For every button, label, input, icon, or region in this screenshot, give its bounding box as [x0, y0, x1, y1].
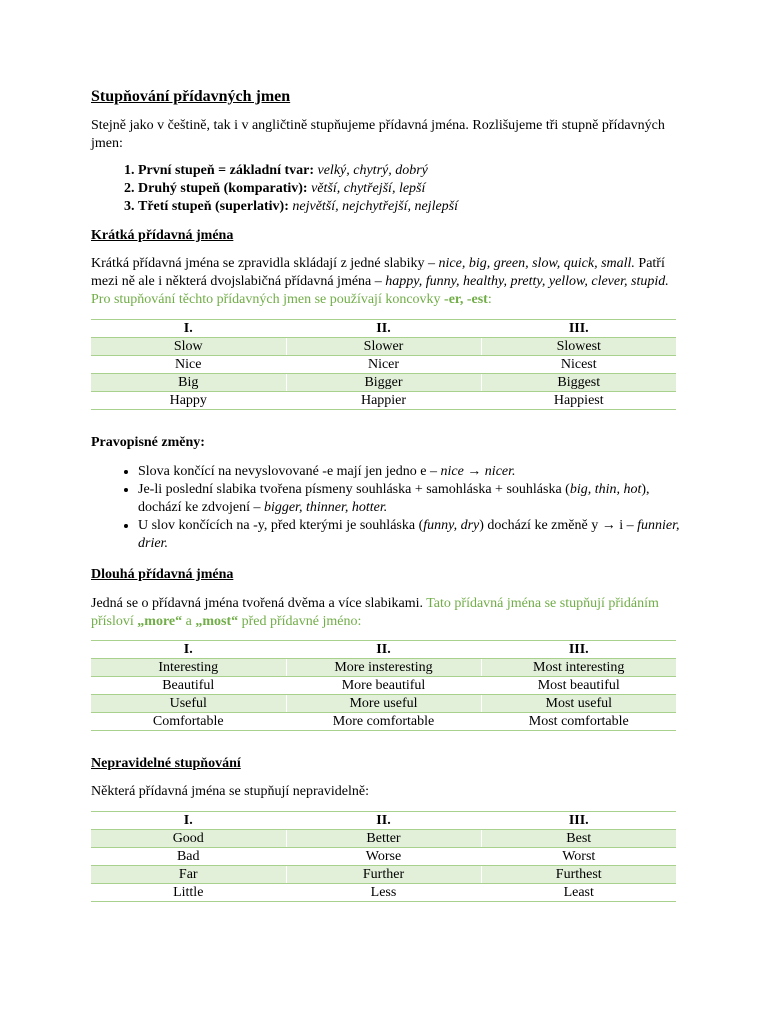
levels-list [91, 162, 691, 216]
rule-example: big, thin, hot [569, 482, 642, 497]
table-cell: Nicest [481, 356, 676, 374]
rule-example: bigger, thinner, hotter. [263, 500, 388, 515]
green-most: „most“ [195, 614, 239, 629]
table-header-cell: I. [91, 641, 286, 659]
table-cell: Happier [286, 392, 481, 410]
green-colon: : [487, 292, 492, 307]
table-cell: Most useful [481, 695, 676, 713]
table-cell: Good [91, 830, 286, 848]
table-row [91, 830, 676, 848]
long-adjectives-heading: Dlouhá přídavná jména [91, 567, 234, 582]
level-examples: největší, nejchytřejší, nejlepší [292, 199, 459, 214]
level-examples: velký, chytrý, dobrý [317, 163, 428, 178]
table-row [91, 884, 676, 902]
short-text-a: Krátká přídavná jména se zpravidla skládají z jedné slabiky – [91, 256, 439, 271]
level-label: První stupeň = základní tvar: [138, 163, 314, 178]
table-cell: Less [286, 884, 481, 902]
table-cell: Happiest [481, 392, 676, 410]
table-cell: Least [481, 884, 676, 902]
table-row [91, 659, 676, 677]
table-cell: Little [91, 884, 286, 902]
table-cell: Most interesting [481, 659, 676, 677]
page-title: Stupňování přídavných jmen [91, 88, 291, 105]
green-and: a [182, 614, 196, 629]
irregular-paragraph [91, 783, 681, 801]
table-row [91, 356, 676, 374]
table-cell: Best [481, 830, 676, 848]
table-cell: Happy [91, 392, 286, 410]
level-label: Druhý stupeň (komparativ): [138, 181, 308, 196]
table-cell: Bigger [286, 374, 481, 392]
green-more: „more“ [137, 614, 183, 629]
level-label: Třetí stupeň (superlativ): [138, 199, 289, 214]
long-adjectives-table [91, 640, 676, 731]
level-item [138, 162, 691, 180]
short-examples-a: nice, big, green, slow, quick, small. [438, 256, 635, 271]
table-row [91, 713, 676, 731]
table-cell: Nicer [286, 356, 481, 374]
table-cell: More comfortable [286, 713, 481, 731]
level-examples: větší, chytřejší, lepší [311, 181, 426, 196]
spelling-heading-block [91, 434, 681, 452]
table-cell: Worse [286, 848, 481, 866]
green-end: před přídavné jméno: [238, 614, 362, 629]
table-row [91, 866, 676, 884]
rule-example: funny, dry [423, 518, 480, 533]
long-adjectives-heading-block [91, 566, 681, 584]
table-cell: Big [91, 374, 286, 392]
level-item [138, 180, 691, 198]
table-row [91, 374, 676, 392]
rule-text: U slov končících na -y, před kterými je souhláska ( [138, 518, 424, 533]
table-cell: Far [91, 866, 286, 884]
table-cell: Useful [91, 695, 286, 713]
spelling-rule [138, 463, 691, 481]
spelling-rule [138, 517, 691, 553]
table-cell: Interesting [91, 659, 286, 677]
table-header-row [91, 812, 676, 830]
spelling-list [91, 463, 691, 553]
table-row [91, 392, 676, 410]
short-adjectives-paragraph [91, 255, 681, 309]
table-cell: Beautiful [91, 677, 286, 695]
table-row [91, 848, 676, 866]
table-cell: Furthest [481, 866, 676, 884]
table-cell: Most comfortable [481, 713, 676, 731]
intro-paragraph [91, 117, 681, 153]
table-cell: Nice [91, 356, 286, 374]
table-cell: Slower [286, 338, 481, 356]
rule-text: Je-li poslední slabika tvořena písmeny souhláska + samohláska + souhláska ( [138, 482, 570, 497]
table-cell: Biggest [481, 374, 676, 392]
table-row [91, 677, 676, 695]
level-item [138, 198, 691, 216]
green-suffixes: -er, -est [444, 292, 488, 307]
green-sentence: Pro stupňování těchto přídavných jmen se používají koncovky [91, 292, 445, 307]
short-examples-b: happy, funny, healthy, pretty, yellow, clever, stupid. [385, 274, 669, 289]
irregular-text: Některá přídavná jména se stupňují nepravidelně: [91, 784, 369, 799]
rule-text: ) dochází ke změně y → i – [479, 518, 638, 533]
table-row [91, 695, 676, 713]
spelling-rule [138, 481, 691, 517]
table-cell: Further [286, 866, 481, 884]
short-text-b: Patří mezi ně ale i některá dvojslabičná přídavná jména – [91, 256, 665, 289]
long-text: Jedná se o přídavná jména tvořená dvěma a více slabikami. [91, 596, 427, 611]
table-header-cell: II. [286, 812, 481, 830]
spelling-heading: Pravopisné změny: [91, 435, 205, 450]
short-green-text [91, 292, 492, 307]
irregular-table [91, 811, 676, 902]
table-cell: More beautiful [286, 677, 481, 695]
table-cell: Most beautiful [481, 677, 676, 695]
table-cell: Slowest [481, 338, 676, 356]
table-cell: Worst [481, 848, 676, 866]
irregular-heading: Nepravidelné stupňování [91, 756, 241, 771]
table-cell: Slow [91, 338, 286, 356]
long-adjectives-paragraph [91, 595, 676, 631]
rule-example: nice → nicer. [440, 464, 516, 479]
table-header-cell: III. [481, 320, 676, 338]
rule-text: Slova končící na nevyslovované -e mají jen jedno e – [138, 464, 441, 479]
table-header-cell: III. [481, 641, 676, 659]
table-cell: Better [286, 830, 481, 848]
table-cell: More insteresting [286, 659, 481, 677]
intro-text: Stejně jako v češtině, tak i v angličtině stupňujeme přídavná jména. Rozlišujeme tři stupně přídavných jmen: [91, 118, 665, 151]
short-adjectives-heading: Krátká přídavná jména [91, 228, 234, 243]
short-adjectives-heading-block [91, 227, 681, 245]
green-sentence: Tato přídavná jména se stupňují přidáním přísloví [91, 596, 659, 629]
table-header-cell: I. [91, 812, 286, 830]
rule-text: ), dochází ke zdvojení – [138, 482, 650, 515]
table-cell: More useful [286, 695, 481, 713]
irregular-heading-block [91, 755, 681, 773]
rule-example: funnier, drier. [138, 518, 680, 551]
table-header-row [91, 320, 676, 338]
table-header-row [91, 641, 676, 659]
table-row [91, 338, 676, 356]
table-cell: Bad [91, 848, 286, 866]
table-header-cell: II. [286, 320, 481, 338]
table-header-cell: III. [481, 812, 676, 830]
table-cell: Comfortable [91, 713, 286, 731]
table-header-cell: II. [286, 641, 481, 659]
table-header-cell: I. [91, 320, 286, 338]
short-adjectives-table [91, 319, 676, 410]
